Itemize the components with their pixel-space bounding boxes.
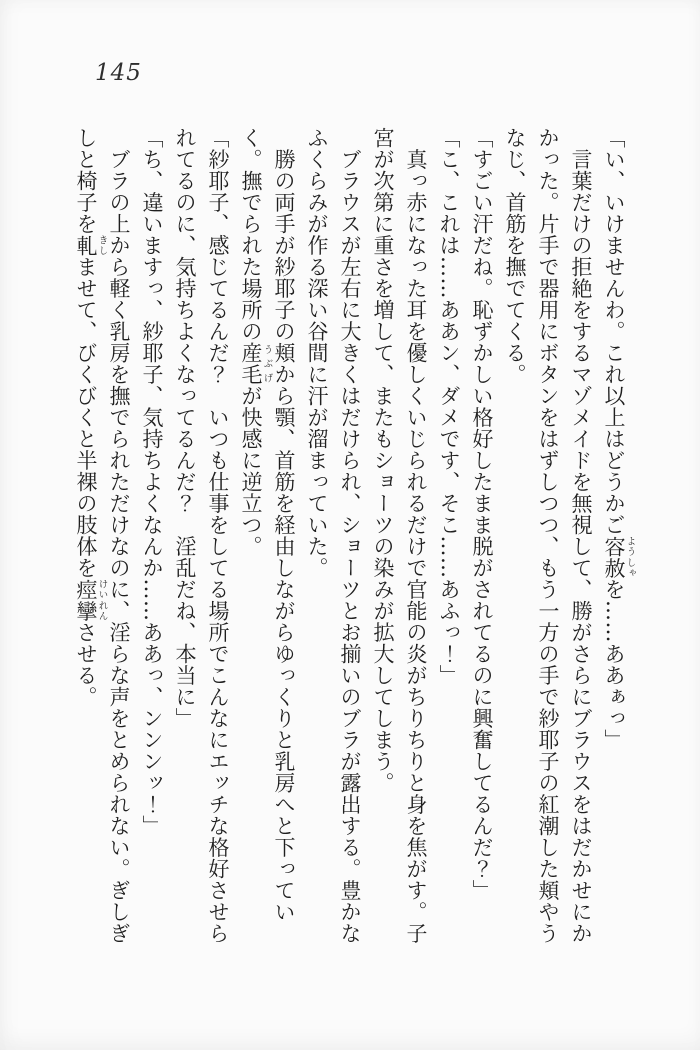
furigana: ようしゃ — [624, 535, 636, 579]
page-number: 145 — [95, 60, 142, 86]
paragraph: ブラの上から軽く乳房を撫でられただけなのに、淫らな声をとめられない。ぎしぎしと椅子を軋きしませて、びくびくと半裸の肢体を痙攣けいれんさせる。 — [74, 127, 131, 944]
paragraph: 「い、いけませんわ。これ以上はどうかご容赦ようしゃを……ああぁっ」 — [602, 127, 636, 751]
paragraph: 言葉だけの拒絶をするマゾメイドを無視して、勝がさらにブラウスをはだかせにかかった。片手で器用にボタンをはずしつつ、もう一方の手で紗耶子の紅潮した頬やうなじ、首筋を撫でてくる。 — [503, 127, 593, 944]
ruby-annotated-word: 軋きし — [74, 234, 108, 256]
furigana: けいれん — [96, 578, 108, 622]
paragraph: 真っ赤になった耳を優しくいじられるだけで官能の炎がちりちりと身を焦がす。子宮が次第に重さを増して、またもショーツの染みが拡大してしまう。 — [371, 127, 428, 944]
furigana: うぶげ — [261, 342, 273, 385]
paragraph: 「紗耶子、感じてるんだ？ いつも仕事をしてる場所でこんなにエッチな格好させられてるのに、気持ちよくなってるんだ？ 淫乱だね、本当に」 — [173, 127, 230, 944]
paragraph: 「すごい汗だね。恥ずかしい格好したまま脱がされてるのに興奮してるんだ？」 — [470, 127, 494, 901]
paragraph: 勝の両手が紗耶子の頬から顎、首筋を経由しながらゆっくりと乳房へと下っていく。撫でられた場所の産毛うぶげが快感に逆立つ。 — [239, 127, 296, 923]
ruby-annotated-word: 産毛うぶげ — [239, 342, 273, 385]
body-text — [69, 127, 635, 949]
paragraph: 「こ、これは……ああン、ダメです、そこ……あふっ！」 — [437, 127, 461, 686]
furigana: きし — [96, 234, 108, 256]
ruby-annotated-word: 容赦ようしゃ — [602, 535, 636, 579]
paragraph: 「ち、違いますっ、紗耶子、気持ちよくなんか……ああっ、ンンンッ！」 — [140, 127, 164, 837]
paragraph: ブラウスが左右に大きくはだけられ、ショーツとお揃いのブラが露出する。豊かなふくらみが作る深い谷間に汗が溜まっていた。 — [305, 127, 362, 944]
ruby-annotated-word: 痙攣けいれん — [74, 578, 108, 622]
